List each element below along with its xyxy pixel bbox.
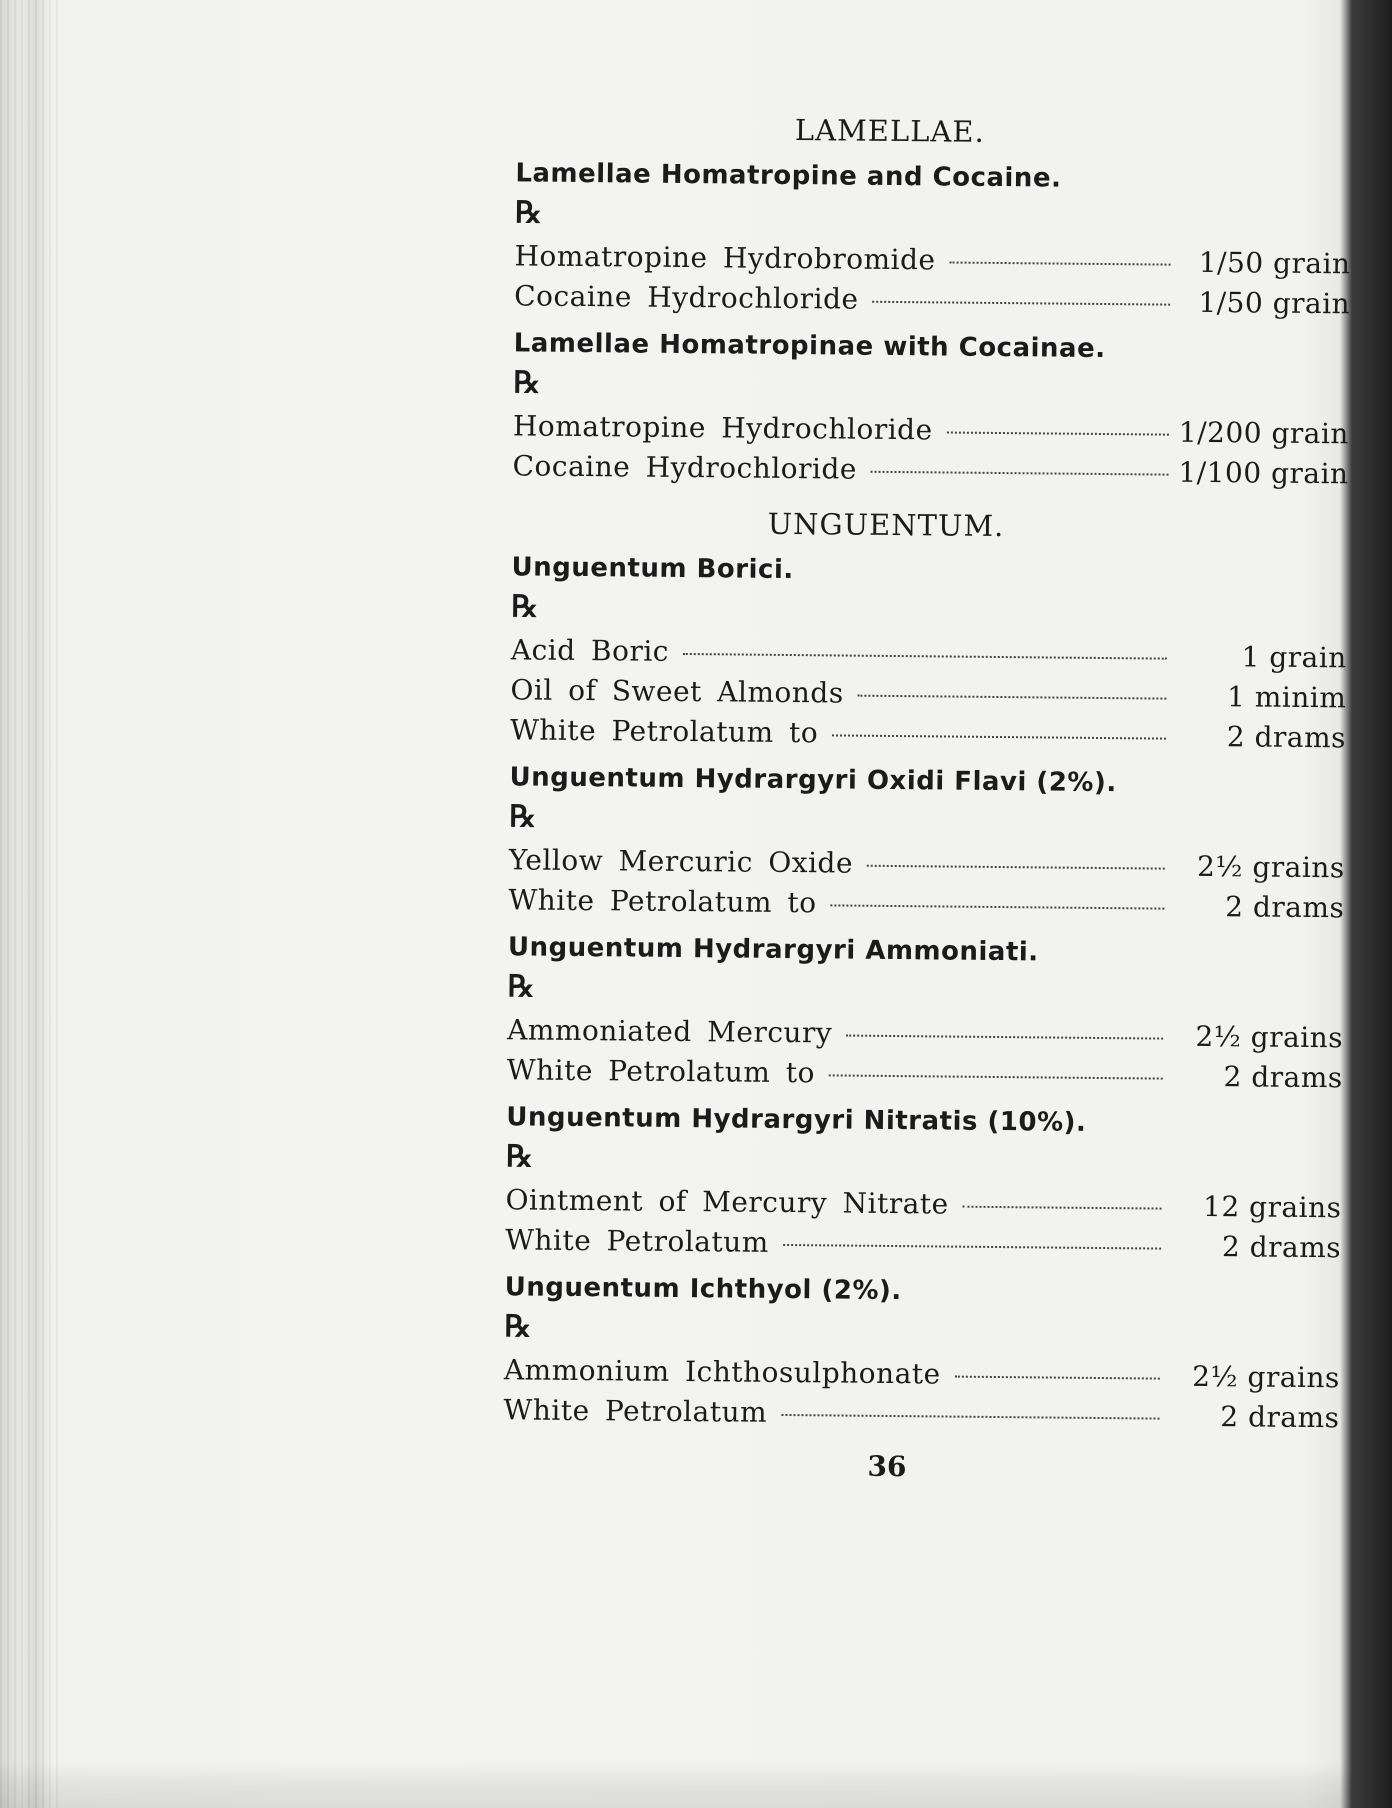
book-page-edges [0, 0, 60, 1808]
ingredient-name: Oil of Sweet Almonds [510, 673, 844, 710]
ingredient-name: White Petrolatum [503, 1393, 768, 1429]
ingredient-amount: 2 drams [1226, 720, 1347, 755]
ingredient-amount: 1/50 grain [1198, 245, 1351, 281]
recipe-name: Unguentum Hydrargyri Nitratis (10%). [506, 1102, 1087, 1138]
recipe-name: Lamellae Homatropinae with Cocainae. [513, 328, 1106, 365]
ingredient-name: Cocaine Hydrochloride [512, 449, 858, 486]
ingredient-name: Ammoniated Mercury [507, 1013, 833, 1050]
rx-symbol: ℞ [513, 365, 541, 401]
rx-symbol: ℞ [509, 799, 537, 835]
dot-leader [947, 431, 1169, 435]
ingredient-line [503, 1390, 1339, 1438]
rx-symbol: ℞ [504, 1309, 532, 1345]
ingredient-amount: 1 grain [1241, 640, 1347, 675]
section-title: LAMELLAE. [794, 113, 985, 149]
recipe [471, 932, 1352, 1098]
ingredient-amount: 1/50 grain [1198, 285, 1351, 321]
ingredient-amount: 2½ grains [1196, 849, 1345, 885]
section-unguentum [467, 504, 1356, 1438]
ingredient-line [507, 1050, 1343, 1098]
rx-symbol: ℞ [511, 589, 539, 625]
ingredient-name: Cocaine Hydrochloride [514, 279, 859, 316]
page-bottom-shadow [0, 1762, 1352, 1808]
dot-leader [955, 1376, 1160, 1380]
dot-leader [867, 865, 1165, 870]
ingredient-line [512, 446, 1348, 494]
ingredient-name: White Petrolatum to [508, 883, 817, 920]
ingredient-amount: 2½ grains [1191, 1359, 1341, 1395]
dot-leader [858, 695, 1167, 700]
dot-leader [871, 471, 1169, 476]
dot-leader [683, 653, 1167, 660]
recipe [474, 552, 1356, 758]
ingredient-name: Ointment of Mercury Nitrate [505, 1183, 949, 1221]
ingredient-line [505, 1220, 1341, 1268]
ingredient-amount: 2 drams [1225, 890, 1345, 925]
recipe [476, 328, 1357, 494]
section-lamellae [476, 110, 1360, 494]
dot-leader [781, 1414, 1159, 1420]
dot-leader [831, 904, 1165, 909]
ingredient-line [510, 710, 1346, 758]
ingredient-name: Homatropine Hydrobromide [514, 239, 936, 277]
dot-leader [783, 1244, 1161, 1250]
recipe [472, 762, 1353, 928]
recipe-name: Unguentum Hydrargyri Oxidi Flavi (2%). [509, 762, 1117, 799]
recipe-name: Unguentum Borici. [511, 552, 794, 586]
dot-leader [832, 734, 1166, 739]
recipe [467, 1272, 1348, 1438]
ingredient-name: Homatropine Hydrochloride [512, 409, 933, 447]
recipe-name: Unguentum Hydrargyri Ammoniati. [507, 932, 1039, 968]
dot-leader [950, 262, 1171, 266]
dot-leader [829, 1074, 1163, 1079]
ingredient-amount: 12 grains [1202, 1189, 1342, 1225]
ingredient-amount: 1/200 grain [1178, 415, 1350, 451]
ingredient-line [508, 880, 1344, 928]
ingredient-name: White Petrolatum to [506, 1053, 816, 1090]
dot-leader [963, 1206, 1162, 1210]
recipe [469, 1102, 1350, 1268]
page-number: 36 [867, 1449, 907, 1484]
ingredient-name: Yellow Mercuric Oxide [508, 843, 854, 880]
recipe-name: Unguentum Ichthyol (2%). [504, 1272, 902, 1307]
ingredient-amount: 2½ grains [1195, 1019, 1344, 1055]
rx-symbol: ℞ [507, 969, 535, 1005]
ingredient-amount: 2 drams [1223, 1060, 1343, 1095]
dot-leader [846, 1035, 1163, 1040]
rx-symbol: ℞ [505, 1139, 534, 1175]
ingredient-name: Acid Boric [510, 633, 670, 668]
ingredient-name: White Petrolatum to [509, 713, 819, 750]
ingredient-name: White Petrolatum [504, 1223, 769, 1259]
ingredient-name: Ammonium Ichthosulphonate [503, 1353, 941, 1391]
ingredient-amount: 1/100 grain [1178, 455, 1349, 491]
recipe-name: Lamellae Homatropine and Cocaine. [515, 158, 1062, 194]
ingredient-line [514, 276, 1350, 324]
ingredient-amount: 1 minim [1226, 680, 1347, 715]
rx-symbol: ℞ [514, 195, 543, 231]
ingredient-amount: 2 drams [1221, 1230, 1342, 1265]
dot-leader [873, 301, 1171, 306]
ingredient-amount: 2 drams [1220, 1400, 1340, 1435]
section-title: UNGUENTUM. [767, 506, 1005, 544]
recipe [478, 158, 1359, 324]
page-content [467, 110, 1360, 1487]
